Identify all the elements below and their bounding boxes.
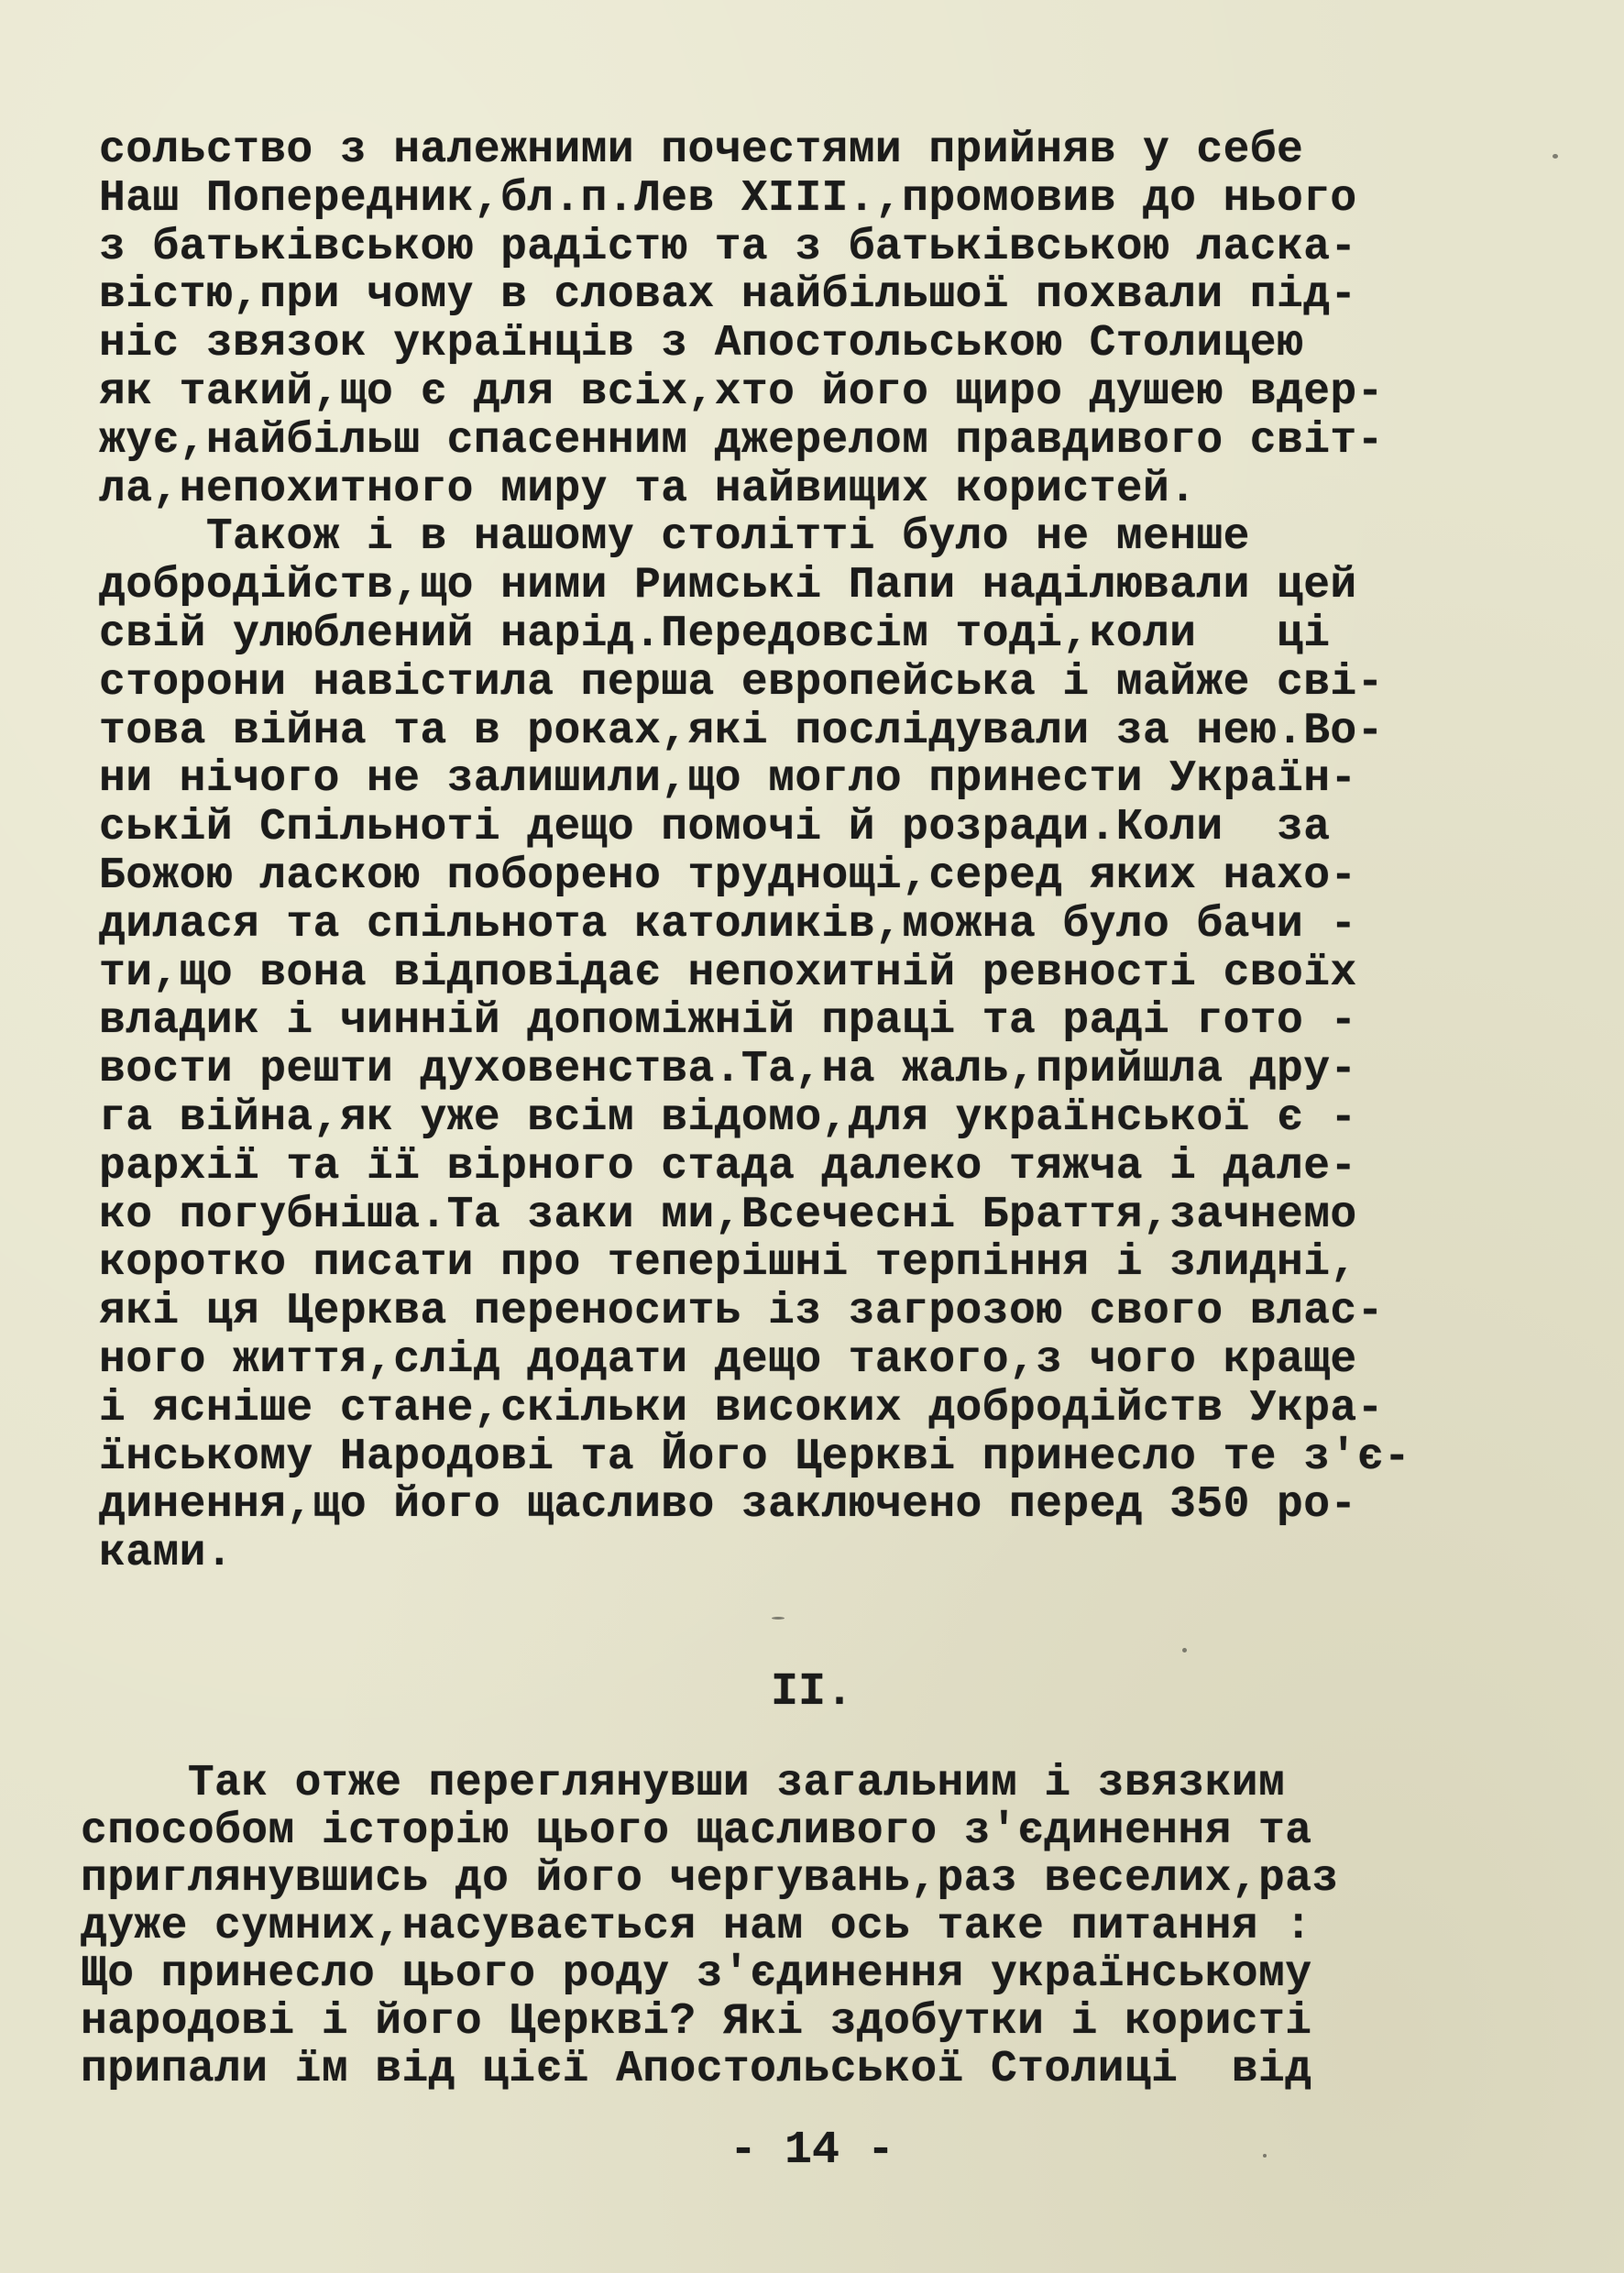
text-line: Наш Попередник,бл.п.Лев XIII.,промовив до нього (99, 173, 1357, 224)
text-line: вости решти духовенства.Та,на жаль,прийшла дру- (99, 1045, 1357, 1095)
text-line: сольство з належними почестями прийняв у себе (99, 126, 1304, 175)
text-line: приглянувшись до його чергувань,раз веселих,раз (81, 1854, 1339, 1904)
text-line: дилася та спільнота католиків,можна було бачи - (99, 899, 1357, 950)
paragraph-block-2 (81, 1760, 1339, 2093)
text-line: їнському Народові та Його Церкві принесло те з'є- (99, 1432, 1411, 1482)
print-speck (1182, 1648, 1187, 1653)
text-line: ками. (99, 1529, 234, 1579)
text-line: владик і чинній допоміжній праці та раді гото - (99, 996, 1357, 1047)
text-line: ко погубніша.Та заки ми,Всечесні Браття,зачнемо (99, 1190, 1357, 1240)
text-line: ніс звязок українців з Апостольською Столицею (99, 319, 1304, 369)
text-line: га війна,як уже всім відомо,для української є - (99, 1093, 1357, 1143)
text-line: динення,що його щасливо заключено перед 350 ро- (99, 1480, 1357, 1531)
text-line: рархії та її вірного стада далеко тяжча і дале- (99, 1141, 1357, 1191)
text-line: коротко писати про теперішні терпіння і злидні, (99, 1238, 1357, 1289)
text-line: сторони навістила перша европейська і майже сві- (99, 657, 1384, 708)
text-line: ного життя,слід додати дещо такого,з чого краще (99, 1334, 1357, 1385)
text-line: ла,непохитного миру та найвищих користей. (99, 464, 1197, 514)
print-speck (1263, 2154, 1267, 2158)
text-line: ти,що вона відповідає непохитній ревності своїх (99, 948, 1357, 998)
text-line: народові і його Церкві? Які здобутки і користі (81, 1997, 1312, 2047)
text-line: як такий,що є для всіх,хто його щиро душею вдер- (99, 367, 1384, 417)
text-line: свій улюблений нарід.Передовсім тоді,коли ці (99, 609, 1331, 659)
text-line: вістю,при чому в словах найбільшої похвали під- (99, 270, 1357, 321)
text-line: Божою ласкою поборено труднощі,серед яких нахо- (99, 851, 1357, 901)
paragraph-block-1 (99, 126, 1410, 1578)
text-line: Також і в нашому столітті було не менше (99, 512, 1250, 563)
text-line: Так отже переглянувши загальним і звязким (81, 1759, 1286, 1808)
text-line: припали їм від цієї Апостольської Столиці від (81, 2045, 1312, 2094)
text-line: ни нічого не залишили,що могло принести Україн- (99, 754, 1357, 805)
text-line: способом історію цього щасливого з'єдинення та (81, 1806, 1312, 1856)
text-line: ській Спільноті дещо помочі й розради.Коли за (99, 803, 1331, 853)
text-line: жує,найбільш спасенним джерелом правдивого світ- (99, 415, 1384, 466)
text-line: з батьківською радістю та з батьківською ласка- (99, 222, 1357, 272)
text-line: дуже сумних,насувається нам ось таке питання : (81, 1902, 1312, 1951)
print-speck (1553, 154, 1558, 159)
print-speck (772, 1617, 785, 1620)
section-heading: II. (770, 1666, 853, 1718)
page-number: - 14 - (729, 2125, 895, 2177)
text-line: добродійств,що ними Римські Папи наділювали цей (99, 561, 1357, 611)
text-line: това війна та в роках,які послідували за нею.Во- (99, 706, 1384, 756)
text-line: Що принесло цього роду з'єдинення українському (81, 1949, 1312, 1999)
text-line: які ця Церква переносить із загрозою свого влас- (99, 1287, 1384, 1337)
text-line: і ясніше стане,скільки високих добродійств Укра- (99, 1383, 1384, 1433)
